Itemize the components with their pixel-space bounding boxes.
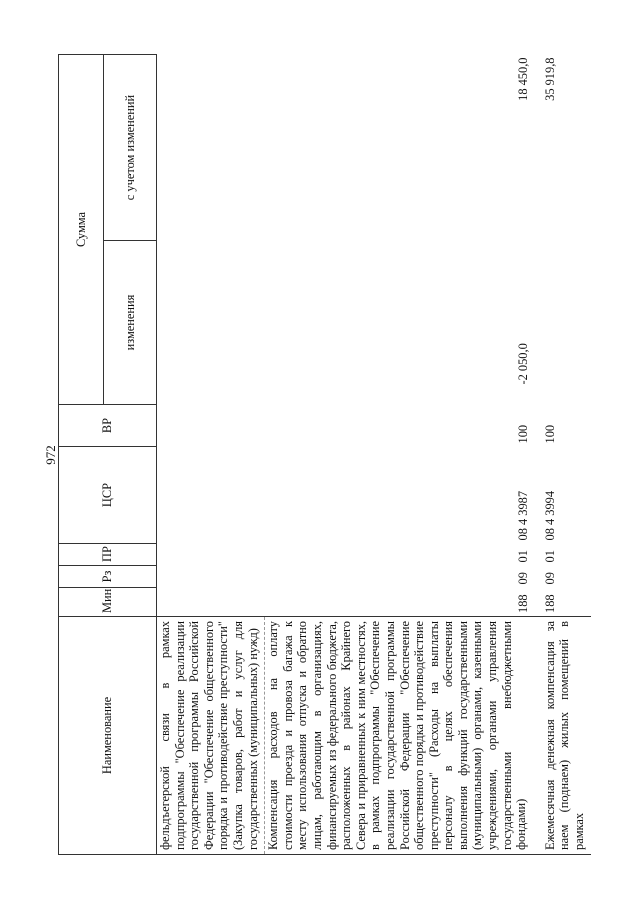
row-pr: 01 <box>542 550 557 563</box>
rotated-table-page <box>58 55 628 855</box>
row-csr: 08 4 3994 <box>542 490 557 541</box>
budget-table <box>58 54 591 855</box>
page-number: 972 <box>43 445 58 465</box>
header-pr: ПР <box>59 544 157 566</box>
row-rz <box>157 566 265 588</box>
table-row <box>157 55 265 855</box>
row-total: 18 450,0 <box>516 57 531 101</box>
row-vr: 100 <box>516 424 531 444</box>
row-name: фельдъегерской связи в рамках подпрограммы "Обеспечение реализации государственной программы Российской Федерации "Обеспечение общественного порядка и противодействие преступности" (Закупка товаров, работ и услуг для государственных (муниципальных) нужд) <box>157 617 265 855</box>
table-row <box>265 55 533 855</box>
table-row <box>533 55 591 855</box>
header-min: Мин <box>59 588 157 617</box>
row-change <box>157 241 265 405</box>
header-change: изменения <box>104 241 157 405</box>
row-csr: 08 4 3987 <box>516 490 531 541</box>
row-change <box>533 241 591 405</box>
row-min: 188 <box>516 594 531 613</box>
row-total <box>157 55 265 241</box>
row-name: Ежемесячная денежная компенсация за наем (поднаем) жилых помещений в рамках <box>533 617 591 855</box>
row-rz: 09 <box>542 572 557 585</box>
row-total: 35 919,8 <box>542 57 557 101</box>
row-pr <box>157 544 265 566</box>
row-csr <box>157 447 265 544</box>
table-header <box>59 55 157 855</box>
header-name: Наименование <box>59 617 157 855</box>
header-vr: ВР <box>59 405 157 447</box>
row-vr: 100 <box>542 424 557 444</box>
header-rz: Рз <box>59 566 157 588</box>
header-csr: ЦСР <box>59 447 157 544</box>
row-rz: 09 <box>516 572 531 585</box>
row-pr: 01 <box>516 550 531 563</box>
header-sum: Сумма <box>59 55 104 405</box>
header-total: с учетом изменений <box>104 55 157 241</box>
row-change: -2 050,0 <box>516 343 531 385</box>
row-min: 188 <box>542 594 557 613</box>
row-vr <box>157 405 265 447</box>
row-min <box>157 588 265 617</box>
row-name: Компенсация расходов на оплату стоимости проезда и провоза багажа к месту использования отпуска и обратно лицам, работающим в организациях, финансируемых из федерального бюджета, расположенных в районах Крайнего Севера и приравненных к ним местностях, в рамках подпрограммы "Обеспечение реализации государственной программы Российской Федерации "Обеспечение общественного порядка и противодействие преступности" (Расходы на выплаты персоналу в целях обеспечения выполнения функций государственными (муниципальными) органами, казенными учреждениями, органами управления государственными внебюджетными фондами) <box>265 617 533 855</box>
